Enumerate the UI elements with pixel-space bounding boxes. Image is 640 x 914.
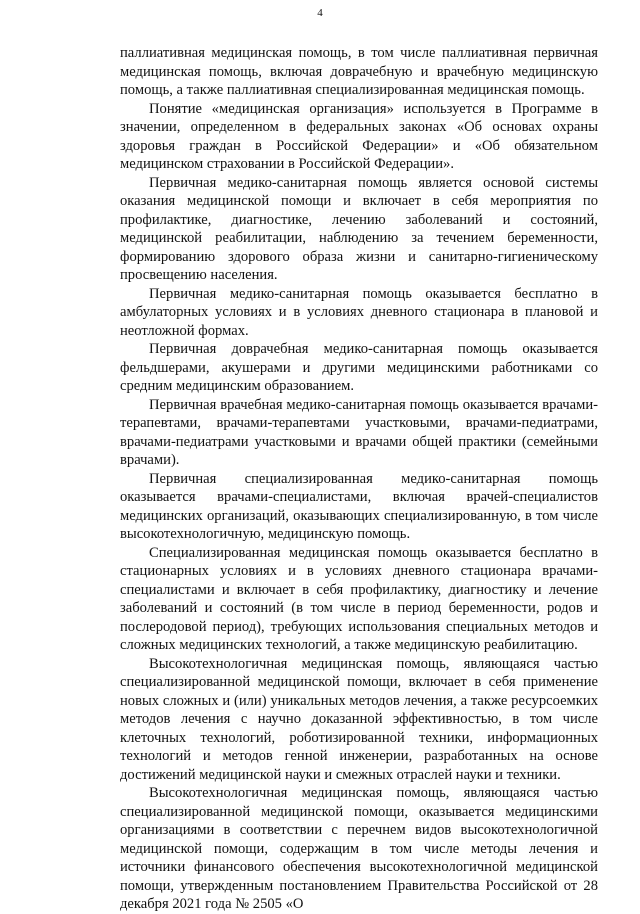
paragraph-palliative-continuation: паллиативная медицинская помощь, в том числе паллиативная первичная медицинская помощь, включая доврачебную и врачебную медицинскую помощь, а также паллиативная специализированная медицинская помощь. bbox=[120, 45, 598, 98]
paragraph-medical-organization-definition: Понятие «медицинская организация» используется в Программе в значении, определенном в федеральных законах «Об основах охраны здоровья граждан в Российской Федерации» и «Об обязательном медицинском страховании в Российской Федерации». bbox=[120, 100, 598, 172]
paragraph-specialized-care: Специализированная медицинская помощь оказывается бесплатно в стационарных условиях и в условиях дневного стационара врачами-специалистами и включает в себя профилактику, диагностику и лечение заболеваний и состояний (в том числе в период беременности, родов и послеродовой период), требующих использования специальных методов и сложных медицинских технологий, а также медицинскую реабилитацию. bbox=[120, 544, 598, 653]
paragraph-primary-specialized-care: Первичная специализированная медико-санитарная помощь оказывается врачами-специалистами, включая врачей-специалистов медицинских организаций, оказывающих специализированную, в том числе высокотехнологичную, медицинскую помощь. bbox=[120, 470, 598, 542]
paragraph-high-tech-care-definition: Высокотехнологичная медицинская помощь, являющаяся частью специализированной медицинской помощи, включает в себя применение новых сложных и (или) уникальных методов лечения, а также ресурсоемких методов лечения с научно доказанной эффективностью, в том числе клеточных технологий, роботизированной техники, информационных технологий и методов генной инженерии, разработанных на основе достижений медицинской науки и смежных отраслей науки и техники. bbox=[120, 655, 598, 783]
paragraph-primary-physician-care: Первичная врачебная медико-санитарная помощь оказывается врачами-терапевтами, врачами-терапевтами участковыми, врачами-педиатрами, врачами-педиатрами участковыми и врачами общей практики (семейными врачами). bbox=[120, 396, 598, 468]
page-number: 4 bbox=[317, 7, 323, 19]
document-body bbox=[120, 44, 598, 914]
paragraph-primary-care-basis: Первичная медико-санитарная помощь является основой системы оказания медицинской помощи и включает в себя мероприятия по профилактике, диагностике, лечению заболеваний и состояний, медицинской реабилитации, наблюдению за течением беременности, формированию здорового образа жизни и санитарно-гигиеническому просвещению населения. bbox=[120, 174, 598, 283]
paragraph-primary-care-free: Первичная медико-санитарная помощь оказывается бесплатно в амбулаторных условиях и в условиях дневного стационара в плановой и неотложной формах. bbox=[120, 285, 598, 339]
paragraph-high-tech-care-provision: Высокотехнологичная медицинская помощь, являющаяся частью специализированной медицинской помощи, оказывается медицинскими организациями в соответствии с перечнем видов высокотехнологичной медицинской помощи, содержащим в том числе методы лечения и источники финансового обеспечения высокотехнологичной медицинской помощи, утвержденным постановлением Правительства Российской от 28 декабря 2021 года № 2505 «О bbox=[120, 785, 598, 912]
paragraph-primary-prephysician-care: Первичная доврачебная медико-санитарная помощь оказывается фельдшерами, акушерами и другими медицинскими работниками со средним медицинским образованием. bbox=[120, 341, 598, 394]
